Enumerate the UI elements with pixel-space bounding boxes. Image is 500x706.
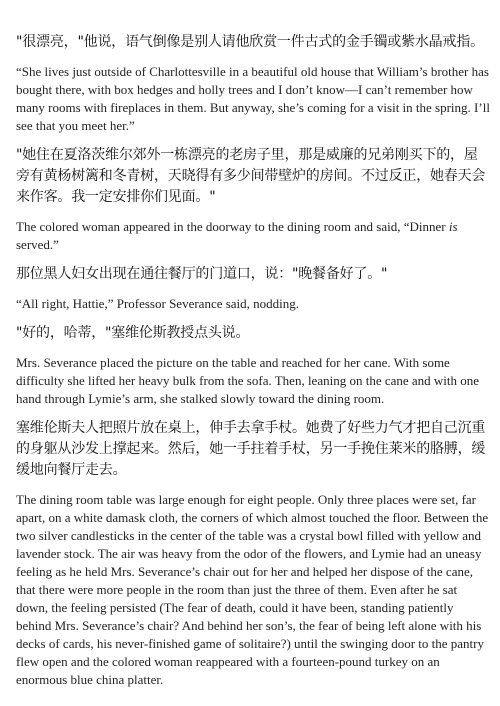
paragraph-zh-2: "她住在夏洛茨维尔郊外一栋漂亮的老房子里，那是威廉的兄弟刚买下的，屋旁有黄杨树篱和冬青树，天晓得有多少间带壁炉的房间。不过反正，她春天会来作客。我一定安排你们见面。" xyxy=(16,147,486,205)
paragraph-en-4: Mrs. Severance placed the picture on the table and reached for her cane. With some difficulty she lifted her heavy bulk from the sofa. Then, leaning on the cane and with one hand through Lymie’s arm, she stalked slowly toward the dining room. xyxy=(16,355,480,406)
paragraph-zh-4: "好的，哈蒂，"塞维伦斯教授点头说。 xyxy=(16,325,250,341)
paragraph-en-2-emphasis: is xyxy=(448,219,458,234)
paragraph-en-1: “She lives just outside of Charlottesville in a beautiful old house that William’s brother has bought there, with box hedges and holly trees and I don’t know—I can’t remember how many rooms with fireplaces in them. But anyway, she’s coming for a visit in the spring. I’ll see that you meet her.” xyxy=(16,64,490,133)
paragraph-zh-3: 那位黑人妇女出现在通往餐厅的门道口，说："晚餐备好了。" xyxy=(16,266,388,282)
paragraph-en-5: The dining room table was large enough for eight people. Only three places were set, far apart, on a white damask cloth, the corners of which almost touched the floor. Between the two silver candlesticks in the center of the table was a crystal bowl filled with yellow and lavender stock. The air was heavy from the odor of the flowers, and Lymie had an uneasy feeling as he held Mrs. Severance’s chair out for her and helped her dispose of the cane, that there were more people in the room than just the three of them. Even after he sat down, the feeling persisted (The fear of death, could it have been, standing patiently behind Mrs. Severance’s chair? And behind her son’s, the fear of being left alone with his decks of cards, his never-finished game of solitaire?) until the swinging door to the pantry flew open and the colored woman reappeared with a fourteen-pound turkey on an enormous blue china platter. xyxy=(16,492,489,687)
paragraph-zh-1: "很漂亮，"他说，语气倒像是别人请他欣赏一件古式的金手镯或紫水晶戒指。 xyxy=(16,34,484,50)
paragraph-en-3: “All right, Hattie,” Professor Severance said, nodding. xyxy=(16,296,300,311)
document-page xyxy=(16,32,490,699)
paragraph-zh-5: 塞维伦斯夫人把照片放在桌上，伸手去拿手杖。她费了好些力气才把自己沉重的身躯从沙发上撑起来。然后，她一手拄着手杖，另一手挽住莱米的胳膊，缓缓地向餐厅走去。 xyxy=(16,420,486,478)
paragraph-en-2 xyxy=(16,218,490,254)
paragraph-en-2-part-1: The colored woman appeared in the doorway to the dining room and said, “Dinner xyxy=(16,219,449,234)
paragraph-en-2-part-2: served.” xyxy=(16,237,59,252)
